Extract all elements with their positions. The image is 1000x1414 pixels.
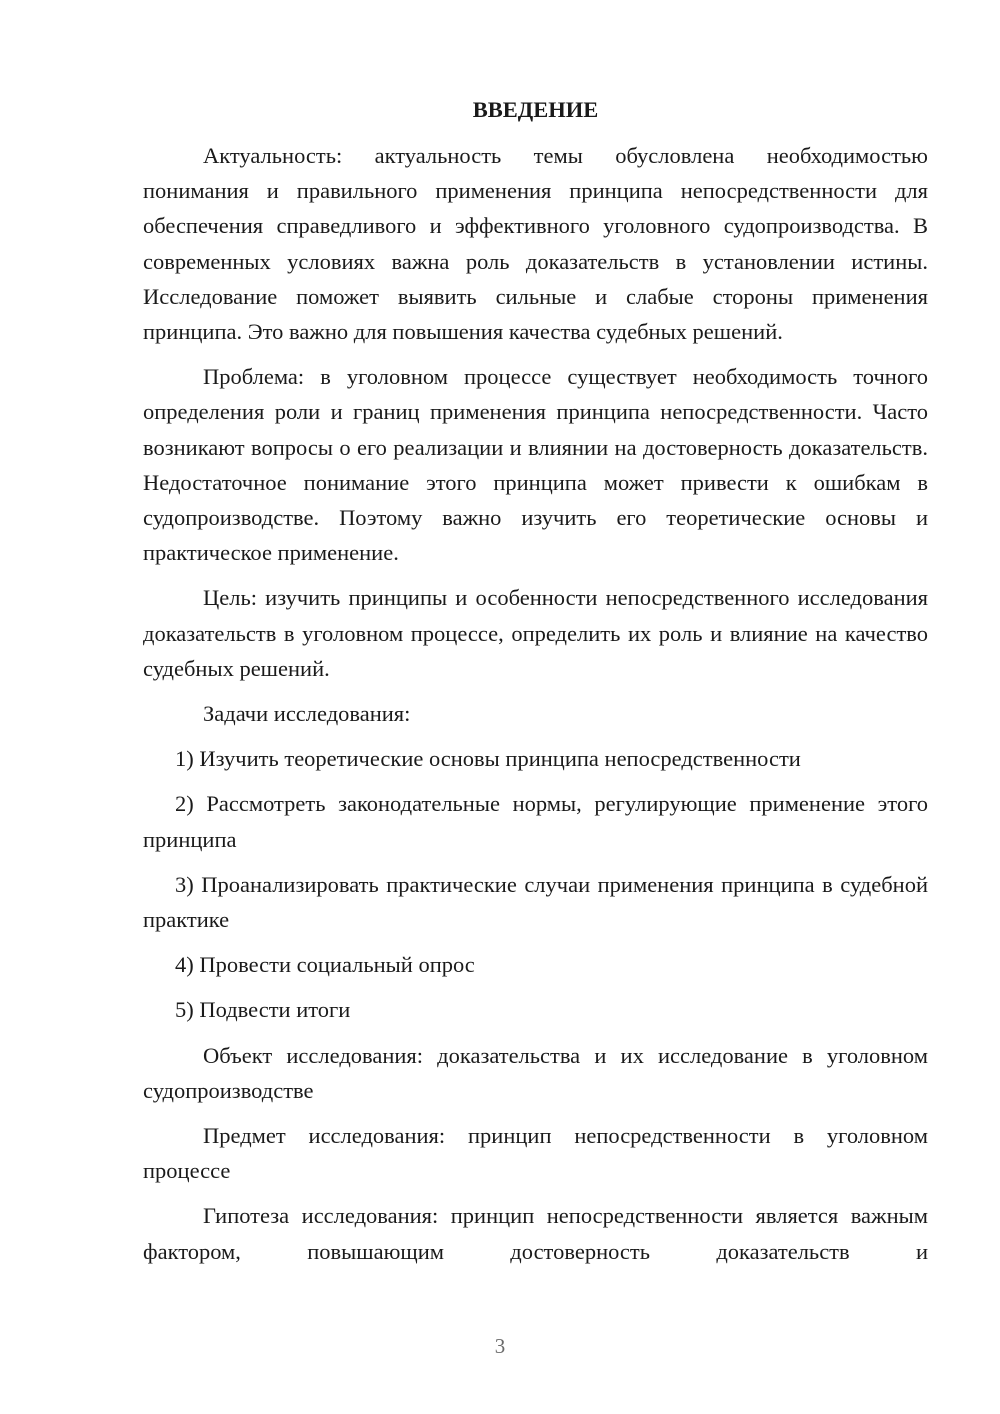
task-item-1: 1) Изучить теоретические основы принципа непосредственности (175, 746, 801, 772)
relevance-paragraph: Актуальность: актуальность темы обусловлена необходимостью понимания и правильного применения принципа непосредственности для обеспечения справедливого и эффективного уголовного судопроизводства. В современных условиях важна роль доказательств в установлении истины. Исследование поможет выявить сильные и слабые стороны применения принципа. Это важно для повышения качества судебных решений. (143, 143, 928, 345)
document-page (143, 92, 928, 1279)
task-item-4: 4) Провести социальный опрос (175, 952, 475, 978)
problem-paragraph: Проблема: в уголовном процессе существует необходимость точного определения роли и границ применения принципа непосредственности. Часто возникают вопросы о его реализации и влиянии на достоверность доказательств. Недостаточное понимание этого принципа может привести к ошибкам в судопроизводстве. Поэтому важно изучить его теоретические основы и практическое применение. (143, 364, 928, 566)
task-item-5: 5) Подвести итоги (175, 997, 351, 1023)
task-item-3: 3) Проанализировать практические случаи применения принципа в судебной практике (143, 871, 928, 933)
task-item-2: 2) Рассмотреть законодательные нормы, регулирующие применение этого принципа (143, 791, 928, 852)
object-paragraph: Объект исследования: доказательства и их исследование в уголовном судопроизводстве (143, 1042, 928, 1103)
subject-paragraph: Предмет исследования: принцип непосредственности в уголовном процессе (143, 1123, 928, 1184)
page-number: 3 (494, 1334, 506, 1358)
goal-paragraph: Цель: изучить принципы и особенности непосредственного исследования доказательств в уголовном процессе, определить их роль и влияние на качество судебных решений. (143, 585, 928, 681)
hypothesis-paragraph: Гипотеза исследования: принцип непосредственности является важным фактором, повышающим достоверность доказательств и (143, 1203, 928, 1264)
tasks-heading: Задачи исследования: (203, 701, 411, 727)
page-title: ВВЕДЕНИЕ (472, 97, 599, 122)
